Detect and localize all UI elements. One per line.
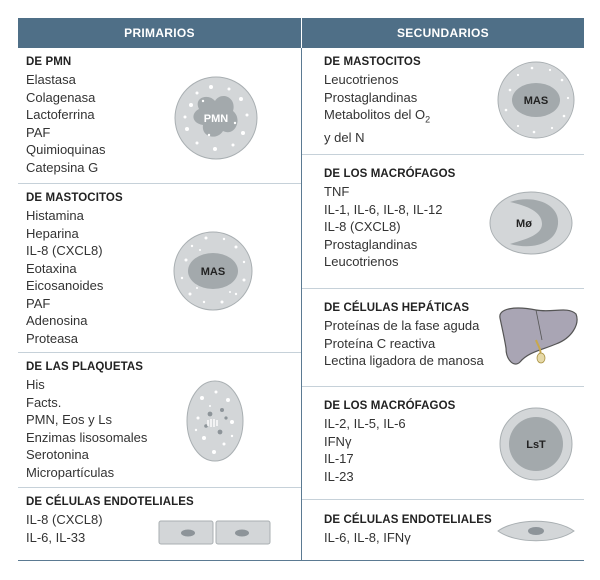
mediator-list	[26, 71, 106, 176]
list-item: IL-6, IL-8, IFNγ	[324, 530, 411, 545]
mediators-table	[18, 18, 584, 561]
cell-secondary-lymphocytes	[324, 400, 455, 485]
list-item: IL-8 (CXCL8)	[26, 243, 103, 258]
list-item: y del N	[324, 130, 365, 146]
neutrophil-icon	[173, 75, 259, 161]
mediator-list	[26, 207, 123, 347]
list-item: TNF	[324, 184, 350, 199]
list-item: IL-8 (CXCL8)	[324, 219, 401, 234]
row-divider	[302, 386, 584, 387]
section-title: DE LOS MACRÓFAGOS	[324, 168, 456, 180]
column-divider	[301, 48, 302, 561]
mast-cell-icon	[496, 60, 576, 140]
list-item: PMN, Eos y Ls	[26, 412, 112, 427]
cell-primary-pmn	[26, 56, 106, 176]
list-item: Catepsina G	[26, 159, 99, 175]
list-item: Prostaglandinas	[324, 236, 418, 252]
list-item-text: Metabolitos del O	[324, 107, 426, 122]
header-secondary: SECUNDARIOS	[302, 18, 584, 48]
list-item: Quimioquinas	[26, 142, 106, 157]
list-item: Proteasa	[26, 330, 79, 346]
list-item: Leucotrienos	[324, 72, 399, 87]
section-title: DE LAS PLAQUETAS	[26, 361, 144, 373]
list-item: Lectina ligadora de manosa	[324, 353, 484, 368]
mediator-list	[324, 317, 484, 370]
mast-cell-icon	[172, 230, 254, 312]
endothelial-cells-icon	[158, 520, 272, 546]
cell-label: PMN	[203, 113, 229, 125]
mediator-list	[324, 183, 455, 271]
list-item: Adenosina	[26, 313, 88, 328]
bottom-rule	[18, 560, 584, 561]
section-title: DE MASTOCITOS	[26, 192, 123, 204]
row-divider	[302, 288, 584, 289]
row-divider	[18, 183, 301, 184]
list-item: Serotonina	[26, 447, 89, 462]
list-item: IL-1, IL-6, IL-8, IL-12	[324, 201, 443, 217]
list-item: Heparina	[26, 225, 79, 241]
list-item: Elastasa	[26, 72, 76, 87]
section-title: DE LOS MACRÓFAGOS	[324, 400, 456, 412]
liver-icon	[496, 300, 580, 370]
list-item: Facts.	[26, 394, 62, 410]
section-title: DE CÉLULAS HEPÁTICAS	[324, 302, 470, 314]
cell-primary-platelets	[26, 361, 147, 481]
cell-label: MAS	[200, 266, 226, 278]
section-title: DE CÉLULAS ENDOTELIALES	[26, 496, 194, 508]
row-divider	[302, 499, 584, 500]
row-divider	[18, 487, 301, 488]
list-item: Proteínas de la fase aguda	[324, 318, 480, 333]
header-primary: PRIMARIOS	[18, 18, 301, 48]
t-lymphocyte-icon	[498, 406, 574, 482]
list-item: IFNγ	[324, 433, 352, 449]
platelet-icon	[184, 378, 246, 464]
cell-secondary-mastocytes	[324, 56, 430, 147]
list-item: IL-2, IL-5, IL-6	[324, 416, 406, 431]
list-item: His	[26, 377, 45, 392]
section-title: DE PMN	[26, 56, 72, 68]
section-title: DE CÉLULAS ENDOTELIALES	[324, 514, 492, 526]
macrophage-icon	[488, 190, 574, 256]
endothelial-cell-icon	[496, 514, 576, 548]
mediator-list	[324, 529, 492, 547]
list-item: PAF	[26, 124, 51, 140]
cell-secondary-endothelial	[324, 514, 492, 547]
list-item: PAF	[26, 295, 51, 311]
list-item: IL-23	[324, 468, 354, 484]
list-item	[324, 106, 430, 129]
list-item: Eotaxina	[26, 260, 77, 276]
section-title: DE MASTOCITOS	[324, 56, 421, 68]
list-item: Colagenasa	[26, 89, 96, 105]
cell-label: MAS	[523, 95, 549, 107]
cell-primary-mastocytes	[26, 192, 123, 347]
cell-label: LsT	[526, 439, 546, 451]
cell-secondary-macrophages	[324, 168, 455, 271]
list-item: Prostaglandinas	[324, 89, 418, 105]
mediator-list	[324, 71, 430, 147]
subscript: 2	[425, 114, 431, 125]
mediator-list	[324, 415, 455, 485]
list-item: Micropartículas	[26, 464, 115, 480]
list-item: IL-17	[324, 451, 354, 466]
list-item: Histamina	[26, 208, 84, 223]
cell-label: Mø	[516, 218, 532, 230]
list-item: Leucotrienos	[324, 254, 399, 269]
cell-secondary-hepatic	[324, 302, 484, 370]
row-divider	[302, 154, 584, 155]
row-divider	[18, 352, 301, 353]
list-item: Proteína C reactiva	[324, 335, 436, 351]
list-item: Lactoferrina	[26, 107, 95, 122]
list-item: Enzimas lisosomales	[26, 429, 148, 445]
list-item: IL-6, IL-33	[26, 529, 86, 545]
mediator-list	[26, 376, 147, 481]
list-item: Eicosanoides	[26, 278, 104, 293]
list-item: IL-8 (CXCL8)	[26, 512, 103, 527]
